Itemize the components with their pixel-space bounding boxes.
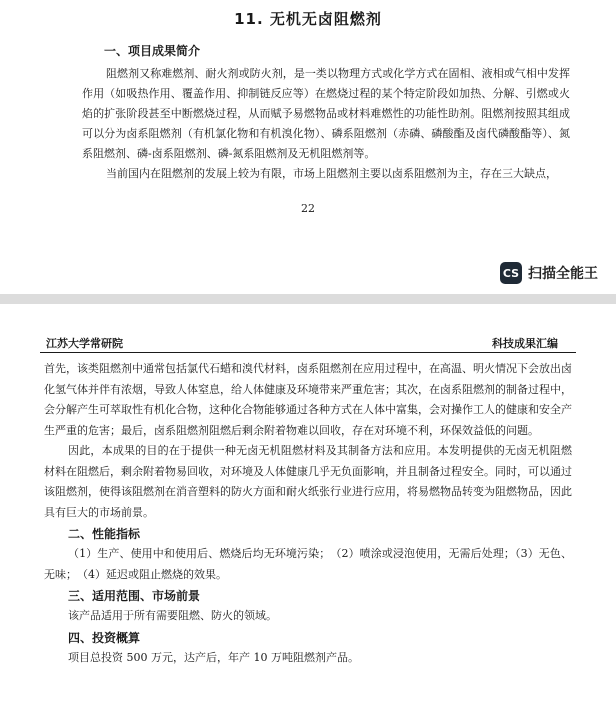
domestic-status-paragraph: 当前国内在阻燃剂的发展上较为有限，市场上阻燃剂主要以卤系阻燃剂为主，存在三大缺点， <box>106 167 557 180</box>
section-heading-intro: 一、项目成果简介 <box>104 44 201 58</box>
running-header-right: 科技成果汇编 <box>492 337 558 350</box>
intro-paragraph: 阻燃剂又称难燃剂、耐火剂或防火剂，是一类以物理方式或化学方式在固相、液相或气相中发挥作用（如吸热作用、覆盖作用、抑制链反应等）在燃烧过程的某个特定阶段如加热、分解、引燃或火焰的扩张阶段甚至中断燃烧过程，从而赋予易燃物品或材料难燃性的功能性助剂。阻燃剂按照其组成可以分为卤系阻燃剂（有机氯化物和有机溴化物）、磷系阻燃剂（赤磷、磷酸酯及卤代磷酸酯等）、氮系阻燃剂、磷-卤系阻燃剂、磷-氮系阻燃剂及无机阻燃剂等。 <box>82 67 570 160</box>
page-divider <box>0 294 616 304</box>
header-rule <box>40 352 576 353</box>
camscanner-label: 扫描全能王 <box>528 266 598 282</box>
scanner-watermark-bar <box>0 248 616 294</box>
section-heading-performance: 二、性能指标 <box>68 527 141 541</box>
scope-paragraph: 该产品适用于所有需要阻燃、防火的领域。 <box>68 609 277 622</box>
section-heading-scope: 三、适用范围、市场前景 <box>68 589 201 603</box>
running-header-left: 江苏大学常研院 <box>46 337 123 350</box>
scan-page-2 <box>0 304 616 701</box>
scan-page-1 <box>0 0 616 248</box>
section-heading-investment: 四、投资概算 <box>68 630 141 645</box>
camscanner-badge <box>500 262 598 284</box>
drawbacks-paragraph: 首先，该类阻燃剂中通常包括氯代石蜡和溴代材料，卤系阻燃剂在应用过程中，在高温、明火情况下会放出卤化氢气体并伴有浓烟，导致人体窒息，给人体健康及环境带来严重危害；其次，在卤系阻燃剂的制备过程中，会分解产生可萃取性有机化合物，这种化合物能够通过各种方式在人体中富集，会对操作工人的健康和安全产生严重的危害；最后，卤系阻燃剂阻燃后剩余附着物难以回收，存在对环境不利，环保效益低的问题。 <box>44 362 572 437</box>
performance-list: （1）生产、使用中和使用后、燃烧后均无环境污染； （2）喷涂或浸泡使用，无需后处理；（3）无色、无味； （4）延迟或阻止燃烧的效果。 <box>44 547 572 581</box>
purpose-paragraph: 因此，本成果的目的在于提供一种无卤无机阻燃材料及其制备方法和应用。本发明提供的无卤无机阻燃材料在阻燃后，剩余附着物易回收，对环境及人体健康几乎无负面影响，并且制备过程安全。同时，可以通过该阻燃剂，使得该阻燃剂在消音塑料的防火方面和耐火纸张行业进行应用，将易燃物品转变为阻燃物品，因此具有巨大的市场前景。 <box>44 444 572 519</box>
page2-body <box>44 359 572 668</box>
camscanner-logo-icon: CS <box>500 262 522 284</box>
investment-paragraph: 项目总投资 500 万元，达产后，年产 10 万吨阻燃剂产品。 <box>68 650 359 664</box>
page-number: 22 <box>301 202 315 215</box>
page-title: 11. 无机无卤阻燃剂 <box>234 10 382 28</box>
